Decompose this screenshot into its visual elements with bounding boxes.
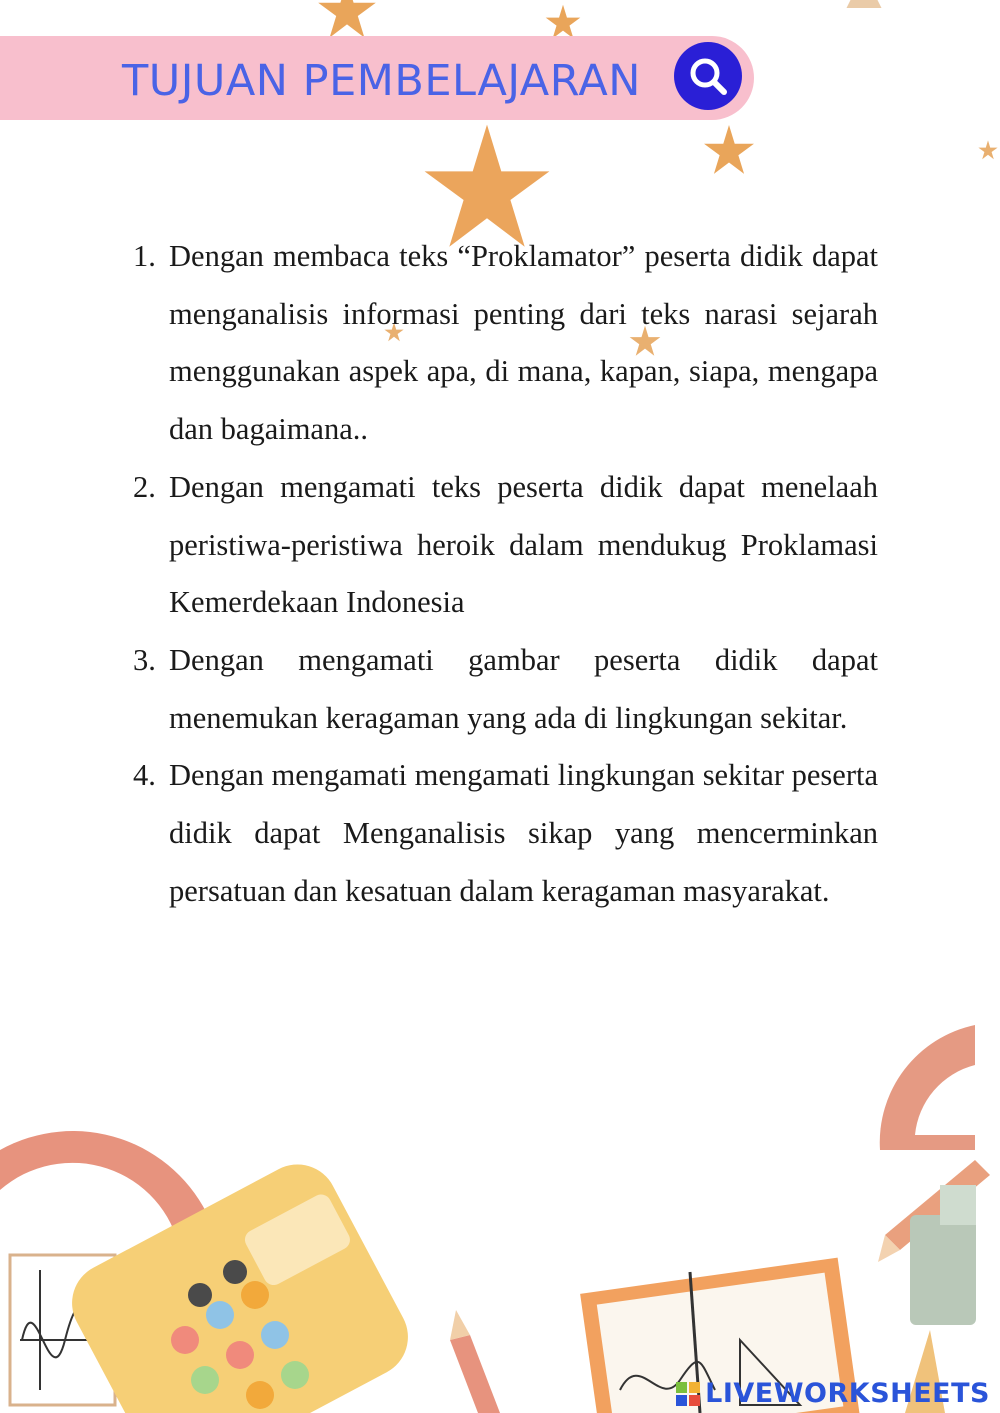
objectives-list xyxy=(133,228,878,920)
search-icon xyxy=(686,54,730,98)
list-item xyxy=(133,747,878,920)
star-icon xyxy=(702,124,756,176)
star-icon xyxy=(308,0,386,40)
liveworksheets-watermark xyxy=(675,1378,990,1409)
item-number: 1. xyxy=(133,239,156,273)
liveworksheets-logo-icon xyxy=(675,1381,701,1407)
protractor-icon xyxy=(880,1025,975,1150)
list-item xyxy=(133,459,878,632)
item-text: Dengan mengamati gambar peserta didik dapat menemukan keragaman yang ada di lingkungan sekitar. xyxy=(169,642,878,735)
search-button[interactable] xyxy=(674,42,742,110)
star-icon xyxy=(846,0,882,8)
pencil-icon xyxy=(450,1310,500,1413)
item-number: 3. xyxy=(133,642,156,677)
star-icon xyxy=(978,140,998,160)
school-supplies-illustration xyxy=(0,1010,1000,1413)
star-icon xyxy=(545,4,581,40)
calculator-icon xyxy=(58,1150,422,1413)
item-text: Dengan mengamati mengamati lingkungan sekitar peserta didik dapat Menganalisis sikap yang mencerminkan persatuan dan kesatuan dalam keragaman masyarakat. xyxy=(169,758,878,908)
page-title: TUJUAN PEMBELAJARAN xyxy=(122,56,641,106)
item-number: 2. xyxy=(133,469,156,504)
list-item xyxy=(133,632,878,747)
item-text: Dengan membaca teks “Proklamator” peserta didik dapat menganalisis informasi penting dari teks narasi sejarah menggunakan aspek apa, di mana, kapan, siapa, mengapa dan bagaimana.. xyxy=(169,239,878,447)
item-text: Dengan mengamati teks peserta didik dapat menelaah peristiwa-peristiwa heroik dalam mendukug Proklamasi Kemerdekaan Indonesia xyxy=(169,469,878,620)
item-number: 4. xyxy=(133,758,156,793)
watermark-text: LIVEWORKSHEETS xyxy=(705,1378,990,1409)
book-icon xyxy=(910,1215,976,1325)
list-item xyxy=(133,228,878,459)
